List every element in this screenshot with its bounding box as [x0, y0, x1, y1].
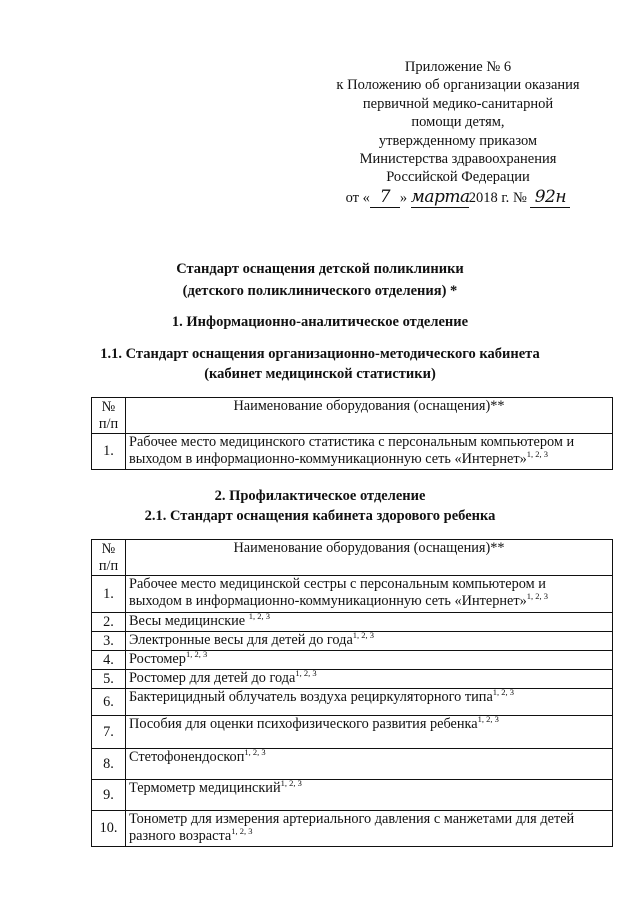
table-row [92, 780, 613, 811]
table-row [92, 716, 613, 749]
row-text: Пособия для оценки психофизического развития ребенка$^{1, 2, 3}$ [126, 716, 613, 749]
title-line: (детского поликлинического отделения) * [182, 283, 458, 299]
table-header-row [92, 398, 613, 434]
subsection-1-1-heading [0, 344, 640, 384]
row-num: 5. [92, 670, 126, 689]
row-text: Рабочее место медицинской сестры с персональным компьютером и выходом в информационно-коммуникационную сеть «Интернет»$^{1, 2, 3}$ [126, 576, 613, 613]
row-num: 7. [92, 716, 126, 749]
appendix-header [330, 58, 586, 208]
appendix-line: помощи детям, [411, 114, 505, 131]
table-header-row [92, 540, 613, 576]
row-num: 2. [92, 613, 126, 632]
table-row [92, 576, 613, 613]
row-text: Ростомер$^{1, 2, 3}$ [126, 651, 613, 670]
table-row [92, 434, 613, 470]
row-text: Ростомер для детей до года$^{1, 2, 3}$ [126, 670, 613, 689]
table-row [92, 632, 613, 651]
appendix-line: Российской Федерации [386, 169, 530, 186]
appendix-line: утвержденному приказом [378, 132, 538, 149]
row-num: 8. [92, 749, 126, 780]
row-text: Бактерицидный облучатель воздуха рециркуляторного типа$^{1, 2, 3}$ [126, 689, 613, 716]
title-line: Стандарт оснащения детской поликлиники [176, 261, 464, 277]
subsection-line: 1.1. Стандарт оснащения организационно-методического кабинета [100, 346, 540, 362]
table-row [92, 613, 613, 632]
row-num: 9. [92, 780, 126, 811]
table-row [92, 689, 613, 716]
order-number: 92н [530, 188, 570, 208]
row-text: Тонометр для измерения артериального давления с манжетами для детей разного возраста$^{1, 2, 3}$ [126, 811, 613, 847]
date-mid: » [399, 189, 408, 206]
document-title [0, 259, 640, 301]
row-num: 4. [92, 651, 126, 670]
row-text: Весы медицинские $^{1, 2, 3}$ [126, 613, 613, 632]
header-num: № п/п [92, 398, 126, 434]
equipment-table-1 [91, 397, 613, 470]
date-prefix: от « [345, 189, 370, 206]
header-num: № п/п [92, 540, 126, 576]
section-1-heading: 1. Информационно-аналитическое отделение [171, 314, 469, 330]
row-num: 1. [92, 576, 126, 613]
row-num: 3. [92, 632, 126, 651]
section-line: 2. Профилактическое отделение [214, 488, 426, 504]
table-row [92, 749, 613, 780]
order-date-line [330, 188, 586, 208]
number-label: № [512, 189, 527, 206]
date-year: 2018 г. [468, 189, 510, 206]
row-num: 10. [92, 811, 126, 847]
row-text: Электронные весы для детей до года$^{1, 2, 3}$ [126, 632, 613, 651]
subsection-line: (кабинет медицинской статистики) [204, 366, 436, 382]
row-num: 1. [92, 434, 126, 470]
section-2-heading [0, 486, 640, 526]
row-num: 6. [92, 689, 126, 716]
appendix-line: первичной медико-санитарной [362, 95, 554, 112]
equipment-table-2 [91, 539, 613, 847]
appendix-line: к Положению об организации оказания [336, 77, 580, 94]
appendix-line: Министерства здравоохранения [359, 151, 557, 168]
table-row [92, 811, 613, 847]
row-text: Стетофонендоскоп$^{1, 2, 3}$ [126, 749, 613, 780]
table-row [92, 670, 613, 689]
subsection-line: 2.1. Стандарт оснащения кабинета здорового ребенка [144, 508, 496, 524]
row-text: Рабочее место медицинского статистика с персональным компьютером и выходом в информационно-коммуникационную сеть «Интернет»$^{1, 2, 3}$ [126, 434, 613, 470]
table-row [92, 651, 613, 670]
header-name: Наименование оборудования (оснащения)** [126, 540, 613, 576]
date-month: марта [410, 186, 470, 207]
date-day: 7 [370, 188, 400, 208]
row-text: Термометр медицинский$^{1, 2, 3}$ [126, 780, 613, 811]
header-name: Наименование оборудования (оснащения)** [126, 398, 613, 434]
appendix-line: Приложение № 6 [404, 59, 512, 75]
